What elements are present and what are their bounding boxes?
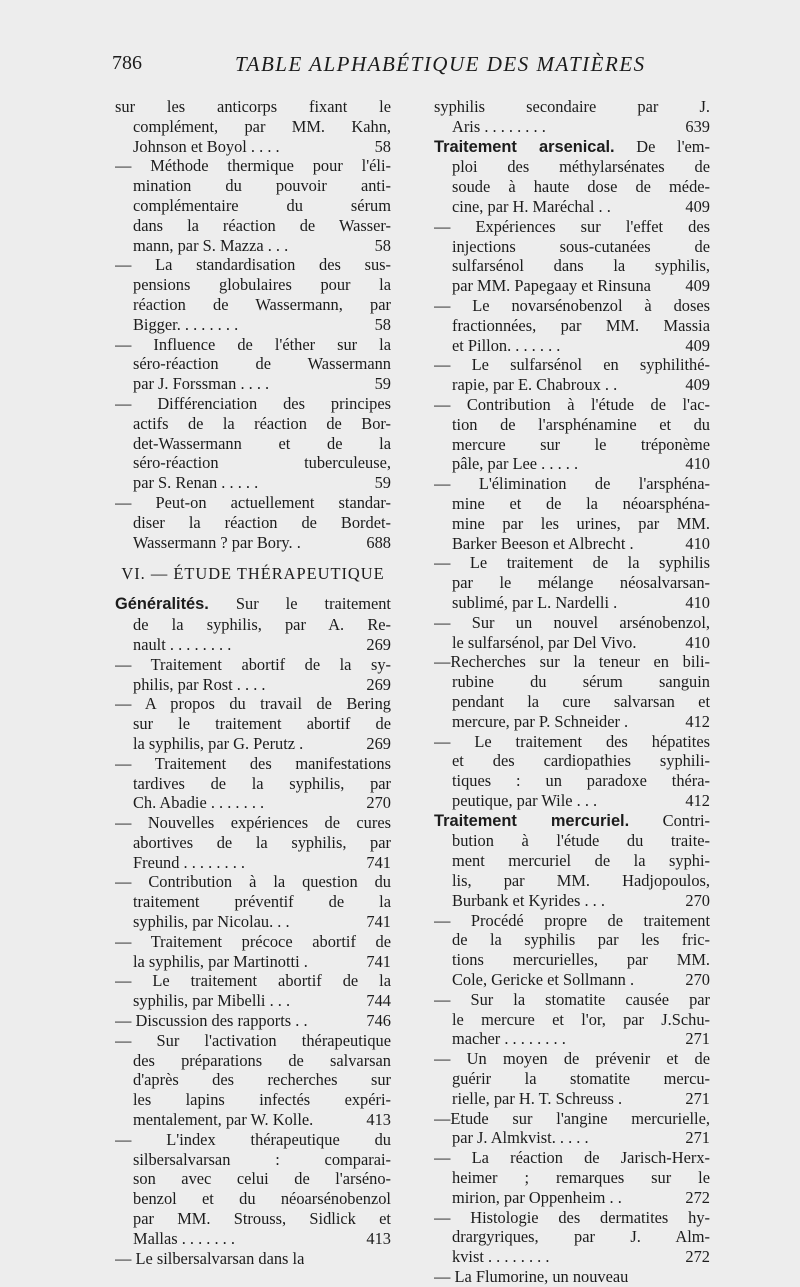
entry-line: mine et de la néoarsphéna- [452, 493, 710, 513]
entry-line: drargyriques, par J. Alm- [452, 1227, 710, 1247]
entry-line: les lapins infectés expéri- [133, 1090, 391, 1110]
entry-line: ment mercuriel de la syphi- [452, 851, 710, 871]
entry-text: — Le silbersalvarsan dans la [115, 1248, 305, 1268]
entry-line [434, 454, 710, 474]
index-entry [115, 156, 391, 255]
entry-line: — Histologie des dermatites hy- [434, 1207, 710, 1227]
page-ref: 272 [685, 1247, 710, 1267]
entry-text: sublimé, par L. Nardelli . [452, 592, 618, 612]
entry-line: —Recherches sur la teneur en bili- [434, 652, 710, 672]
entry-line [434, 336, 710, 356]
subject-heading: Traitement arsenical. [434, 137, 615, 156]
entry-line [115, 1011, 391, 1031]
entry-line: — Méthode thermique pour l'éli- [115, 156, 391, 176]
entry-line [115, 853, 391, 873]
page-ref: 269 [366, 634, 391, 654]
page-ref: 639 [685, 116, 710, 136]
entry-text: Aris . . . . . . . . [452, 116, 546, 136]
entry-line: — Traitement abortif de la sy- [115, 654, 391, 674]
page-ref: 272 [685, 1187, 710, 1207]
entry-line [434, 593, 710, 613]
entry-line: —Etude sur l'angine mercurielle, [434, 1108, 710, 1128]
index-entry [115, 813, 391, 872]
entry-line: injections sous-cutanées de [452, 236, 710, 256]
entry-line: lis, par MM. Hadjopoulos, [452, 871, 710, 891]
entry-line [434, 375, 710, 395]
left-column [115, 97, 391, 1268]
entry-line: det-Wassermann et de la [133, 433, 391, 453]
index-entry [115, 872, 391, 931]
entry-text: pâle, par Lee . . . . . [452, 454, 579, 474]
entry-line: d'après des recherches sur [133, 1070, 391, 1090]
entry-line [115, 635, 391, 655]
entry-line: — Influence de l'éther sur la [115, 334, 391, 354]
entry-line: Généralités. Sur le traitement [115, 594, 391, 614]
entry-line: — L'élimination de l'arsphéna- [434, 474, 710, 494]
entry-text: la syphilis, par Martinotti . [133, 951, 308, 971]
entry-text: syphilis, par Mibelli . . . [133, 991, 291, 1011]
entry-line [115, 1110, 391, 1130]
entry-text: mirion, par Oppenheim . . [452, 1187, 622, 1207]
entry-line [434, 117, 710, 137]
entry-line: — Contribution à l'étude de l'ac- [434, 394, 710, 414]
entry-line [434, 1128, 710, 1148]
entry-text: par J. Almkvist. . . . . [452, 1128, 589, 1148]
entry-line: — Sur l'activation thérapeutique [115, 1030, 391, 1050]
page-header [0, 52, 800, 82]
entry-line: mercure sur le tréponème [452, 434, 710, 454]
entry-line: fractionnées, par MM. Massia [452, 315, 710, 335]
entry-line: guérir la stomatite mercu- [452, 1069, 710, 1089]
index-entry [434, 1049, 710, 1108]
index-entry [115, 971, 391, 1011]
entry-line: — Procédé propre de traitement [434, 910, 710, 930]
entry-text: peutique, par Wile . . . [452, 790, 598, 810]
entry-text: syphilis, par Nicolau. . . [133, 912, 290, 932]
entry-text: Burbank et Kyrides . . . [452, 890, 605, 910]
index-entry [115, 255, 391, 334]
page-ref: 741 [366, 852, 391, 872]
page-ref: 270 [366, 793, 391, 813]
left-entries-bottom [115, 594, 391, 1268]
entry-line [434, 534, 710, 554]
entry-line: — L'index thérapeutique du [115, 1129, 391, 1149]
entry-line: par le mélange néosalvarsan- [452, 573, 710, 593]
entry-line: et des cardiopathies syphili- [452, 751, 710, 771]
entry-line [115, 1249, 391, 1269]
entry-line [434, 970, 710, 990]
entry-text: cine, par H. Maréchal . . [452, 196, 611, 216]
entry-line [115, 734, 391, 754]
entry-text: et Pillon. . . . . . . [452, 335, 561, 355]
entry-line: — La réaction de Jarisch-Herx- [434, 1148, 710, 1168]
page-ref: 270 [685, 970, 710, 990]
index-entry [434, 1208, 710, 1267]
entry-text: la syphilis, par G. Perutz . [133, 733, 304, 753]
entry-line [434, 276, 710, 296]
entry-line: — Sur la stomatite causée par [434, 989, 710, 1009]
index-entry [434, 395, 710, 474]
entry-line: — Contribution à la question du [115, 872, 391, 892]
entry-text: Johnson et Boyol . . . . [133, 136, 280, 156]
page-ref: 741 [366, 912, 391, 932]
entry-line: silbersalvarsan : comparai- [133, 1149, 391, 1169]
entry-line: heimer ; remarques sur le [452, 1168, 710, 1188]
entry-line [434, 197, 710, 217]
entry-text: Bigger. . . . . . . . [133, 314, 239, 334]
index-entry [115, 1130, 391, 1249]
entry-line: complément, par MM. Kahn, [133, 116, 391, 136]
entry-line [434, 1089, 710, 1109]
subject-heading: Traitement mercuriel. [434, 811, 630, 830]
entry-text: Barker Beeson et Albrecht . [452, 533, 634, 553]
entry-line: — A propos du travail de Bering [115, 694, 391, 714]
page-ref: 744 [366, 991, 391, 1011]
entry-line: actifs de la réaction de Bor- [133, 413, 391, 433]
page-ref: 58 [374, 136, 391, 156]
page-ref: 59 [374, 473, 391, 493]
entry-line: — La standardisation des sus- [115, 255, 391, 275]
entry-text: — Discussion des rapports . . [115, 1011, 308, 1031]
index-entry [115, 97, 391, 156]
entry-line: — Sur un nouvel arsénobenzol, [434, 612, 710, 632]
index-entry [434, 613, 710, 653]
left-entries-top [115, 97, 391, 552]
page-ref: 688 [366, 532, 391, 552]
page-ref: 746 [366, 1011, 391, 1031]
page-ref: 269 [366, 733, 391, 753]
index-entry [434, 217, 710, 296]
entry-line: le mercure et l'or, par J.Schu- [452, 1009, 710, 1029]
page-ref: 271 [685, 1088, 710, 1108]
entry-line: — Un moyen de prévenir et de [434, 1049, 710, 1069]
index-entry [115, 655, 391, 695]
entry-line: son avec celui de l'arséno- [133, 1169, 391, 1189]
entry-line: pendant la cure salvarsan et [452, 691, 710, 711]
entry-line [434, 633, 710, 653]
entry-line [434, 891, 710, 911]
entry-line: — Peut-on actuellement standar- [115, 492, 391, 512]
page-ref: 413 [366, 1110, 391, 1130]
page-ref: 410 [685, 533, 710, 553]
entry-line: mine par les urines, par MM. [452, 513, 710, 533]
page-ref: 413 [366, 1228, 391, 1248]
entry-line [115, 912, 391, 932]
entry-line [115, 1229, 391, 1249]
section-title: VI. — ÉTUDE THÉRAPEUTIQUE [121, 564, 385, 584]
entry-text: mann, par S. Mazza . . . [133, 235, 289, 255]
entry-text: Mallas . . . . . . . [133, 1228, 235, 1248]
page-ref: 410 [685, 592, 710, 612]
page-ref: 271 [685, 1029, 710, 1049]
page-ref: 409 [685, 335, 710, 355]
entry-line: séro-réaction tuberculeuse, [133, 453, 391, 473]
entry-text: rapie, par E. Chabroux . . [452, 375, 618, 395]
entry-line: sur les anticorps fixant le [115, 97, 391, 116]
entry-text: Ch. Abadie . . . . . . . [133, 793, 265, 813]
page-ref: 412 [685, 711, 710, 731]
entry-line [115, 374, 391, 394]
entry-line: — Le traitement des hépatites [434, 731, 710, 751]
entry-line: syphilis secondaire par J. [434, 97, 710, 116]
subject-heading: Généralités. [115, 595, 209, 614]
entry-text: par MM. Papegaay et Rinsuna [452, 276, 651, 296]
index-entry [115, 594, 391, 654]
entry-text: mentalement, par W. Kolle. [133, 1110, 314, 1130]
entry-line: sur le traitement abortif de [133, 714, 391, 734]
entry-line: dans la réaction de Wasser- [133, 215, 391, 235]
entry-line: ploi des méthylarsénates de [452, 157, 710, 177]
entry-text: par S. Renan . . . . . [133, 473, 259, 493]
right-column [434, 97, 710, 1287]
entry-line: — Le novarsénobenzol à doses [434, 295, 710, 315]
entry-line: de la syphilis, par A. Re- [133, 615, 391, 635]
entry-line: — Différenciation des principes [115, 393, 391, 413]
entry-line: — Le traitement abortif de la [115, 971, 391, 991]
page-ref: 410 [685, 632, 710, 652]
index-entry [115, 394, 391, 493]
entry-line: Traitement mercuriel. Contri- [434, 810, 710, 830]
index-entry [115, 932, 391, 972]
page-ref: 410 [685, 454, 710, 474]
page-ref: 271 [685, 1128, 710, 1148]
entry-line: séro-réaction de Wassermann [133, 354, 391, 374]
index-entry [434, 137, 710, 217]
entry-text: par J. Forssman . . . . [133, 374, 270, 394]
entry-line: rubine du sérum sanguin [452, 672, 710, 692]
index-entry [434, 911, 710, 990]
entry-line [115, 793, 391, 813]
entry-line: soude à haute dose de méde- [452, 177, 710, 197]
entry-line [115, 991, 391, 1011]
entry-line: traitement préventif de la [133, 892, 391, 912]
entry-line: de la syphilis par les fric- [452, 930, 710, 950]
entry-text: mercure, par P. Schneider . [452, 711, 629, 731]
index-entry [434, 97, 710, 137]
entry-line: sulfarsénol dans la syphilis, [452, 256, 710, 276]
running-title: TABLE ALPHABÉTIQUE DES MATIÈRES [235, 52, 646, 76]
entry-text: rielle, par H. T. Schreuss . [452, 1088, 623, 1108]
entry-line: complémentaire du sérum [133, 195, 391, 215]
entry-line [434, 1247, 710, 1267]
entry-line [434, 791, 710, 811]
entry-text: philis, par Rost . . . . [133, 674, 266, 694]
entry-line [115, 473, 391, 493]
page-ref: 269 [366, 674, 391, 694]
entry-line: Traitement arsenical. De l'em- [434, 136, 710, 156]
entry-line: des préparations de salvarsan [133, 1050, 391, 1070]
entry-text: macher . . . . . . . . [452, 1029, 566, 1049]
page-ref: 741 [366, 951, 391, 971]
entry-line: — Nouvelles expériences de cures [115, 813, 391, 833]
index-entry [434, 553, 710, 612]
entry-text: — La Flumorine, un nouveau [434, 1267, 629, 1287]
entry-text: le sulfarsénol, par Del Vivo. [452, 632, 637, 652]
page-number: 786 [112, 52, 142, 74]
index-entry [115, 1031, 391, 1130]
index-entry [434, 811, 710, 911]
index-entry [434, 652, 710, 731]
index-entry [115, 493, 391, 552]
entry-line: diser la réaction de Bordet- [133, 512, 391, 532]
index-entry [115, 335, 391, 394]
entry-line: pensions globulaires pour la [133, 275, 391, 295]
entry-line [115, 315, 391, 335]
entry-line: par MM. Strouss, Sidlick et [133, 1209, 391, 1229]
entry-line: tiques : un paradoxe théra- [452, 771, 710, 791]
index-entry [115, 754, 391, 813]
entry-line: — Le sulfarsénol en syphilithé- [434, 355, 710, 375]
page-ref: 409 [685, 196, 710, 216]
index-entry [434, 1109, 710, 1149]
index-entry [434, 732, 710, 811]
entry-line: benzol et du néoarsénobenzol [133, 1189, 391, 1209]
entry-line: bution à l'étude du traite- [452, 831, 710, 851]
page-ref: 59 [374, 374, 391, 394]
entry-line: — Expériences sur l'effet des [434, 216, 710, 236]
right-entries [434, 97, 710, 1287]
index-entry [115, 694, 391, 753]
entry-line [115, 952, 391, 972]
entry-line: tardives de la syphilis, par [133, 773, 391, 793]
entry-text: Wassermann ? par Bory. . [133, 532, 301, 552]
entry-line: tion de l'arsphénamine et du [452, 414, 710, 434]
entry-line: mination du pouvoir anti- [133, 176, 391, 196]
index-entry [434, 355, 710, 395]
index-entry [115, 1011, 391, 1031]
page-ref: 412 [685, 790, 710, 810]
page-ref: 409 [685, 375, 710, 395]
entry-line [434, 712, 710, 732]
page-ref: 270 [685, 890, 710, 910]
entry-text: Freund . . . . . . . . [133, 852, 245, 872]
index-entry [434, 474, 710, 553]
page-ref: 409 [685, 276, 710, 296]
page-ref: 58 [374, 235, 391, 255]
index-entry [434, 296, 710, 355]
entry-line [434, 1188, 710, 1208]
entry-line: — Traitement précoce abortif de [115, 931, 391, 951]
entry-text: nault . . . . . . . . [133, 634, 232, 654]
entry-line: réaction de Wassermann, par [133, 294, 391, 314]
entry-line: — Traitement des manifestations [115, 753, 391, 773]
entry-line [115, 236, 391, 256]
entry-line [115, 533, 391, 553]
entry-line [434, 1267, 710, 1287]
entry-line: abortives de la syphilis, par [133, 832, 391, 852]
entry-line [115, 675, 391, 695]
entry-line [115, 137, 391, 157]
page-ref: 58 [374, 314, 391, 334]
entry-text: Cole, Gericke et Sollmann . [452, 970, 635, 990]
index-entry [434, 990, 710, 1049]
index-entry [434, 1148, 710, 1207]
entry-text: kvist . . . . . . . . [452, 1247, 550, 1267]
entry-line: tions mercurielles, par MM. [452, 950, 710, 970]
index-entry [115, 1249, 391, 1269]
entry-line: — Le traitement de la syphilis [434, 553, 710, 573]
index-entry [434, 1267, 710, 1287]
entry-line [434, 1029, 710, 1049]
